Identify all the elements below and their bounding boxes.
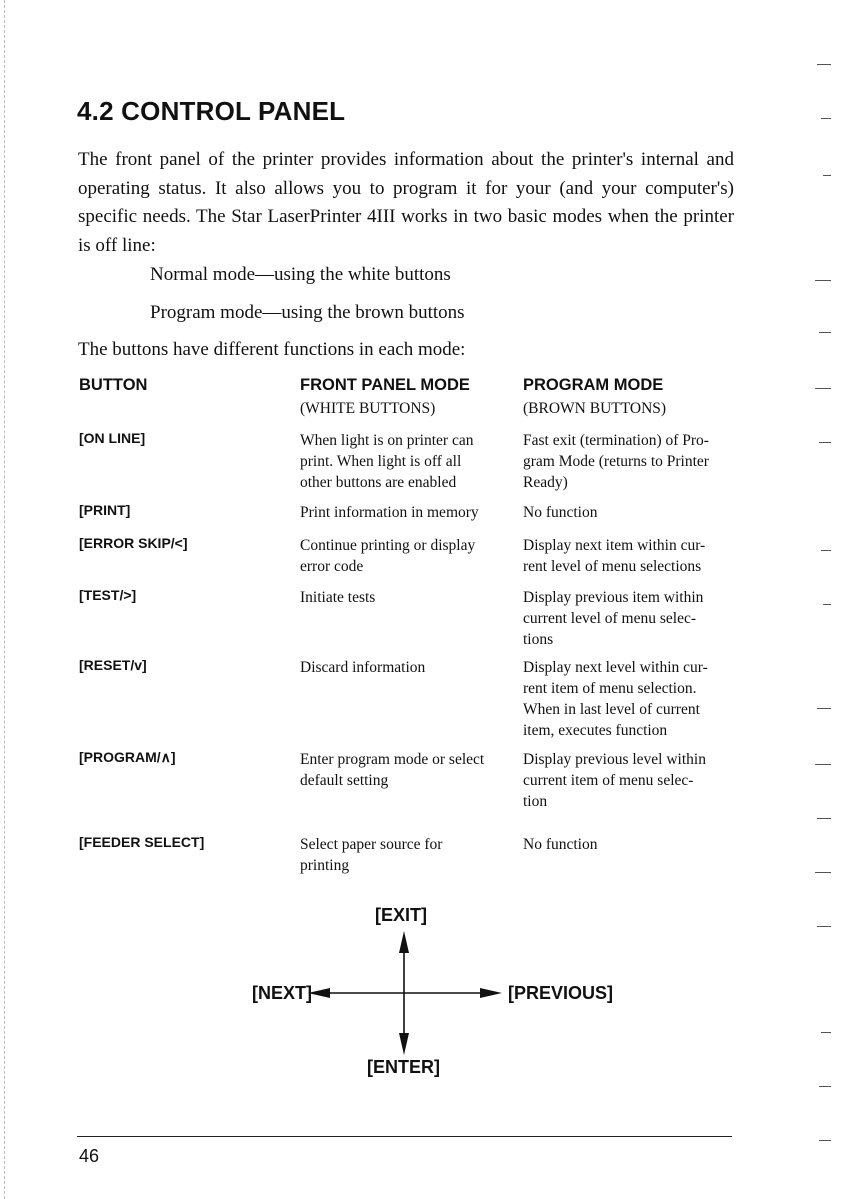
header-program-mode: PROGRAM MODE <box>523 376 664 394</box>
previous-label: [PREVIOUS] <box>508 983 614 1003</box>
front-panel-function: Select paper source for printing <box>300 836 443 874</box>
button-name: [RESET/v] <box>79 657 147 673</box>
exit-label: [EXIT] <box>375 905 427 925</box>
program-mode-function: No function <box>523 504 598 521</box>
page-number: 46 <box>79 1146 100 1166</box>
header-front-panel-sub: (WHITE BUTTONS) <box>300 400 436 417</box>
button-name: [PRINT] <box>79 502 131 518</box>
arrow-down-icon <box>399 1033 409 1055</box>
program-mode-function: Display previous item within current level of menu selec- tions <box>523 589 704 648</box>
arrow-up-icon <box>399 931 409 953</box>
front-panel-function: Print information in memory <box>300 504 479 521</box>
next-label: [NEXT] <box>252 983 312 1003</box>
button-name: [PROGRAM/∧] <box>79 749 176 765</box>
section-heading: 4.2 CONTROL PANEL <box>77 96 346 126</box>
button-name: [ERROR SKIP/<] <box>79 535 188 551</box>
navigation-diagram <box>240 895 614 1095</box>
button-name: [FEEDER SELECT] <box>79 834 205 850</box>
front-panel-function: Initiate tests <box>300 589 376 606</box>
enter-label: [ENTER] <box>367 1057 440 1077</box>
button-name: [TEST/>] <box>79 587 137 603</box>
front-panel-function: When light is on printer can print. When light is off all other buttons are enabled <box>300 432 474 491</box>
program-mode-function: Display previous level within current item of menu selec- tion <box>523 751 706 810</box>
header-program-sub: (BROWN BUTTONS) <box>523 400 667 417</box>
front-panel-function: Enter program mode or select default setting <box>300 751 485 789</box>
header-button: BUTTON <box>79 376 148 394</box>
normal-mode-line: Normal mode—using the white buttons <box>150 264 451 285</box>
margin-scan-marks <box>811 0 831 1199</box>
arrow-right-icon <box>480 988 502 998</box>
button-name: [ON LINE] <box>79 430 146 446</box>
header-front-panel-mode: FRONT PANEL MODE <box>300 376 470 394</box>
program-mode-function: Display next item within cur- rent level of menu selections <box>523 537 706 575</box>
program-mode-line: Program mode—using the brown buttons <box>150 302 465 323</box>
intro-paragraph: The front panel of the printer provides information about the printer's internal and operating status. It also allows you to program it for your (and your computer's) specific needs. The Star LaserPrinter 4III works in two basic modes when the printer is off line: <box>78 149 734 256</box>
footer-rule <box>77 1136 732 1137</box>
program-mode-function: Display next level within cur- rent item of menu selection. When in last level of current item, executes function <box>523 659 708 739</box>
page-binding-edge <box>4 0 5 1199</box>
front-panel-function: Discard information <box>300 659 426 676</box>
buttons-note: The buttons have different functions in each mode: <box>78 339 466 360</box>
program-mode-function: No function <box>523 836 598 853</box>
front-panel-function: Continue printing or display error code <box>300 537 476 575</box>
program-mode-function: Fast exit (termination) of Pro- gram Mode (returns to Printer Ready) <box>523 432 709 491</box>
